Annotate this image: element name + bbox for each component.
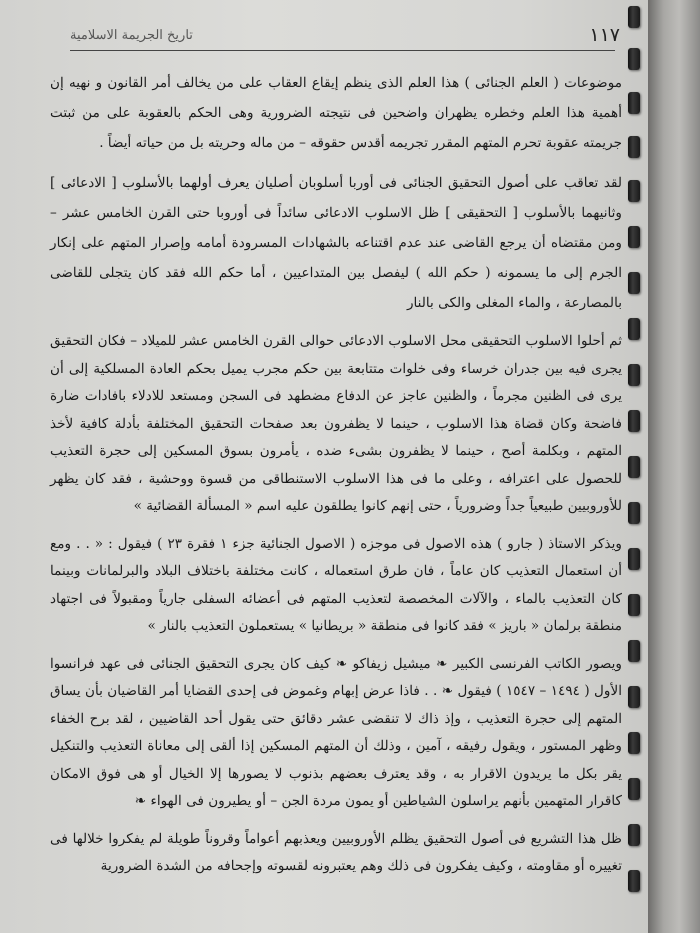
paragraph-intro: موضوعات ( العلم الجنائى ) هذا العلم الذى ينظم إيقاع العقاب على من يخالف أمر القانون و نهيه إن أهمية هذا العلم وخطره يظهران واضحين فى نتيجته الضرورية وهى الحكم بالعقوبة على من ثبتت جريمته عقوبة تحرم المتهم المقرر تجريمه أقدس حقوقه – من ماله وحريته بل من حياته أيضاً . [50,75,622,151]
paragraph-zevaco-account: ويصور الكاتب الفرنسى الكبير ❧ ميشيل زيفاكو ❧ كيف كان يجرى التحقيق الجنائى فى عهد فرانسوا الأول ( ١٤٩٤ – ١٥٤٧ ) فيقول ❧ . . فاذا عرض إبهام وغموض فى إحدى القضايا أمر القاضيان بأن يساق المتهم إلى حجرة التعذيب ، وإذ ذاك لا تنقضى عشر دقائق حتى يقول أحد القاضيين ، لقد برح الخفاء وظهر المستور ، ويقول رفيقه ، آمين ، وذلك أن المتهم المسكين إذا ألقى إلى معاناة التعذيب والتنكيل يقر بكل ما يريدون الاقرار به ، وقد يعترف بعضهم بذنوب لا يصورها إلا الخيال أو هى فوق الامكان كاقرار المتهمين بأنهم يراسلون الشياطين أو يمون مردة الجن – أو يطيرون فى الهواء ❧ [50,655,622,809]
binding-ring [628,594,640,616]
binding-ring [628,318,640,340]
binding-ring [628,180,640,202]
binding-ring [628,502,640,524]
page-body [50,68,622,891]
paragraph-conclusion: ظل هذا التشريع فى أصول التحقيق يظلم الأوروبيين ويعذبهم أعواماً وقروناً طويلة لم يفكروا خلالها فى تغييره أو مقاومته ، وكيف يفكرون فى ذلك وهم يعتبرونه لقسوته وإجحافه من الشدة الضرورية [50,830,622,874]
binding-ring [628,410,640,432]
binding-ring [628,824,640,846]
running-title: تاريخ الجريمة الاسلامية [70,27,193,43]
page-number: ١١٧ [589,24,620,46]
binding-ring [628,686,640,708]
binding-ring [628,456,640,478]
binding-ring [628,778,640,800]
binding-ring [628,6,640,28]
binding-ring [628,364,640,386]
page-header [70,22,620,48]
binding-ring [628,272,640,294]
binding-ring [628,136,640,158]
paragraph-accusatorial-system: لقد تعاقب على أصول التحقيق الجنائى فى أوربا أسلوبان أصليان يعرف أولهما بالأسلوب [ الادعائى ] وثانيهما بالأسلوب [ التحقيقى ] ظل الاسلوب الادعائى سائداً فى أوروبا حتى القرن الخامس عشر – ومن مقتضاه أن يرجع القاضى عند عدم اقتناعه بالشهادات المسرودة أمامه وإصرار المتهم على إنكار الجرم إلى ما يسمونه ( حكم الله ) ليفصل بين المتداعيين ، أما حكم الله فقد كان يتجلى للقاضى بالمصارعة ، والماء المغلى والكى بالنار [50,175,622,311]
paragraph-inquisitorial-system: ثم أحلوا الاسلوب التحقيقى محل الاسلوب الادعائى حوالى القرن الخامس عشر للميلاد – فكان التحقيق يجرى فيه بين جدران خرساء وفى خلوات متتابعة بين حكم مجرب يميل بحكم العادة المسلكية إلى أن يرى فى الظنين مجرماً ، والظنين عاجز عن الدفاع مضطهد فى السجن ومستعد للادلاء بافادات ضارة فاضحة وكان قضاة هذا الاسلوب ، حينما لا يظفرون بعد صفحات التحقيق المختلفة بأدلة كافية لأخذ المتهم ، وبكلمة أصح ، حينما لا يظفرون بشىء ضده ، يأمرون بسوق المسكين إلى حجرة التعذيب للحصول على اعترافه ، وعلى ما فى هذا الاسلوب الاستنطاقى من قسوة ووحشية ، فقد كان يظهر للأوروبيين طبيعياً جداً وضرورياً ، حتى إنهم كانوا يطلقون عليه اسم « المسألة القضائية » [50,333,622,514]
binding-ring [628,732,640,754]
paragraph-garraud-quote: ويذكر الاستاذ ( جارو ) هذه الاصول فى موجزه ( الاصول الجنائية جزء ١ فقرة ٢٣ ) فيقول : « . . ومع أن استعمال التعذيب كان عاماً ، فان طرق استعماله ، كانت مختلفة باختلاف البلاد والبرلمانات وبينما كان التعذيب بالماء ، والآلات المخصصة لتعذيب المتهم فى أعضائه السفلى جارياً ومقبولاً فى اجتهاد منطقة برلمان « باريز » فقد كانوا فى منطقة « بريطانيا » يستعملون التعذيب بالنار » [50,535,623,634]
header-rule [70,50,615,51]
binding-ring [628,548,640,570]
binding-ring [628,92,640,114]
binding-ring [628,48,640,70]
spiral-binding-strip [648,0,700,933]
binding-ring [628,640,640,662]
binding-ring [628,870,640,892]
binding-ring [628,226,640,248]
